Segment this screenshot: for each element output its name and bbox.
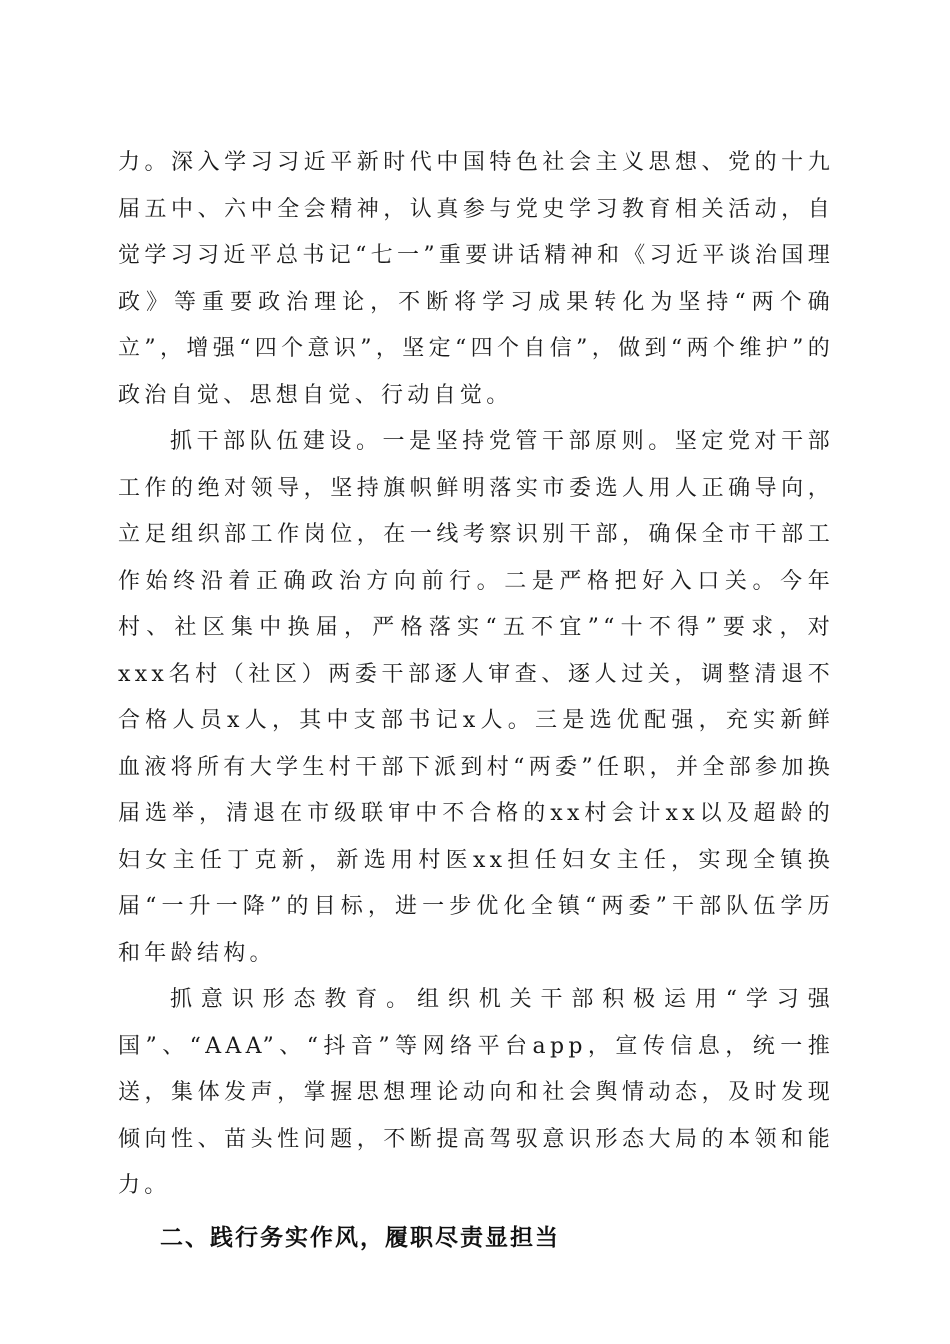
section-heading: 二、践行务实作风，履职尽责显担当 bbox=[160, 1224, 560, 1251]
paragraph-continuation: 力。深入学习习近平新时代中国特色社会主义思想、党的十九届五中、六中全会精神，认真参与党史学习教育相关活动，自觉学习习近平总书记“七一”重要讲话精神和《习近平谈治国理政》等重要政治理论，不断将学习成果转化为坚持“两个确立”，增强“四个意识”，坚定“四个自信”，做到“两个维护”的政治自觉、思想自觉、行动自觉。 bbox=[118, 150, 834, 408]
document-body bbox=[118, 140, 834, 1266]
paragraph-ideology-education: 抓意识形态教育。组织机关干部积极运用“学习强国”、“AAA”、“抖音”等网络平台app，宣传信息，统一推送，集体发声，掌握思想理论动向和社会舆情动态，及时发现倾向性、苗头性问题，不断提高驾驭意识形态大局的本领和能力。 bbox=[118, 987, 834, 1198]
paragraph-cadre-team-building: 抓干部队伍建设。一是坚持党管干部原则。坚定党对干部工作的绝对领导，坚持旗帜鲜明落实市委选人用人正确导向，立足组织部工作岗位，在一线考察识别干部，确保全市干部工作始终沿着正确政治方向前行。二是严格把好入口关。今年村、社区集中换届，严格落实“五不宜”“十不得”要求，对xxx名村（社区）两委干部逐人审查、逐人过关，调整清退不合格人员x人，其中支部书记x人。三是选优配强，充实新鲜血液将所有大学生村干部下派到村“两委”任职，并全部参加换届选举，清退在市级联审中不合格的xx村会计xx以及超龄的妇女主任丁克新，新选用村医xx担任妇女主任，实现全镇换届“一升一降”的目标，进一步优化全镇“两委”干部队伍学历和年龄结构。 bbox=[118, 429, 834, 966]
